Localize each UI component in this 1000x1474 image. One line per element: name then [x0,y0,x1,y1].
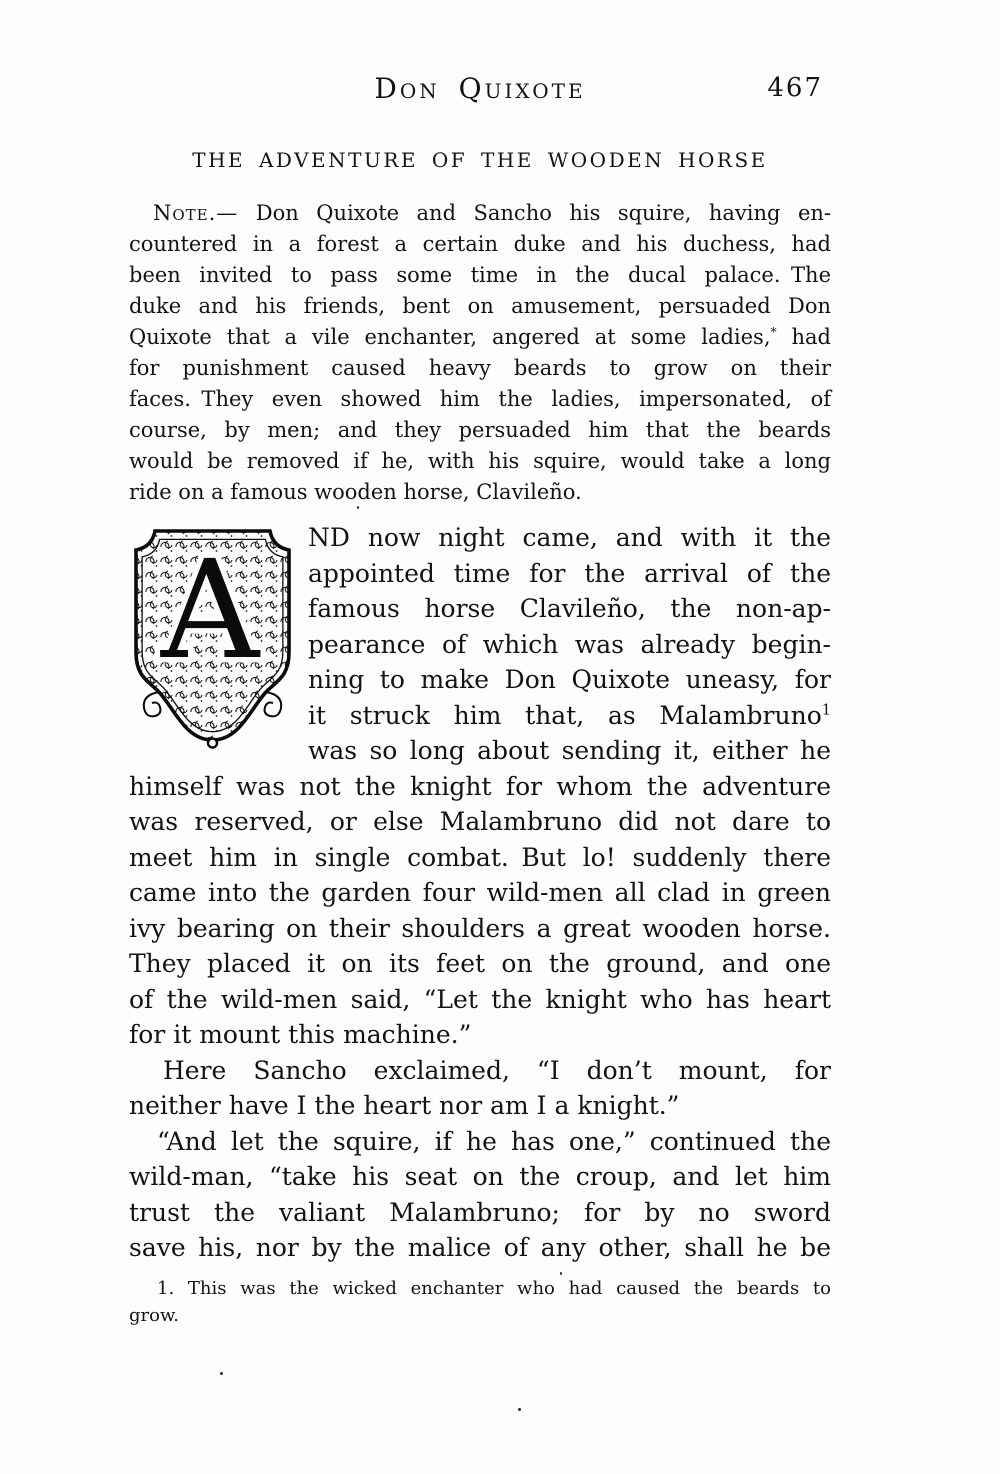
text-line: would be removed if he, with his squire, would take a long [129,449,831,473]
text-line: for punishment caused heavy beards to grow on their [129,356,831,380]
text-line: famous horse Clavileño, the non-ap- [308,594,831,623]
text-line: was so long about sending it, either he [308,736,831,765]
chapter-heading: THE ADVENTURE OF THE WOODEN HORSE [192,148,768,172]
ink-speck [518,1408,521,1411]
text-line: course, by men; and they persuaded him that the beards [129,418,831,442]
text-line: wild-man, “take his seat on the croup, and let him [129,1162,831,1191]
text-segment: Don Quixote and Sancho his squire, having en- [238,201,831,225]
running-title: Don Quixote [374,72,586,105]
text-segment: it struck him that, as Malambruno [308,700,822,730]
text-line: grow. [129,1304,179,1326]
text-line: for it mount this machine.” [129,1020,472,1049]
text-line: ND now night came, and with it the [308,523,831,552]
text-line: countered in a forest a certain duke and his duchess, had [129,232,831,256]
text-line: duke and his friends, bent on amusement, persuaded Don [129,294,831,318]
text-segment: had [776,325,831,349]
text-line: 1. This was the wicked enchanter who had caused the beards to [157,1277,831,1299]
body-paragraph [129,1053,831,1124]
text-line: of the wild-men said, “Let the knight who has heart [129,984,831,1014]
text-line: Here Sancho exclaimed, “I don’t mount, for [163,1055,831,1085]
text-line: himself was not the knight for whom the adventure [129,771,831,801]
page-number: 467 [767,73,823,103]
numeric-footnote-marker: 1 [821,702,831,719]
text-line: came into the garden four wild-men all clad in green [129,878,831,907]
text-line: appointed time for the arrival of the [308,558,831,588]
text-line: pearance of which was already begin- [308,629,831,659]
text-segment: Quixote that a vile enchanter, angered at some ladies, [129,325,771,349]
ink-speck [357,506,359,509]
text-line: neither have I the heart nor am I a knight.” [129,1091,680,1120]
text-line: ning to make Don Quixote uneasy, for [308,665,831,694]
text-line: been invited to pass some time in the ducal palace. The [129,263,831,287]
text-line [129,322,831,353]
text-line: ivy bearing on their shoulders a great wooden horse. [129,913,831,943]
footnote [129,1275,831,1329]
main-text [129,520,831,1329]
text-line: ride on a famous wooden horse, Clavileño. [129,480,582,504]
illuminated-initial-graphic [129,524,296,752]
drop-cap-ornament [129,524,296,752]
body-paragraph [129,520,831,1053]
text-line: trust the valiant Malambruno; for by no sword [129,1197,831,1227]
text-line: was reserved, or else Malambruno did not dare to [129,807,831,836]
page-header [129,72,831,108]
text-line: faces. They even showed him the ladies, impersonated, of [129,387,831,411]
ink-speck [220,1372,223,1375]
note-label: Note.— [153,201,239,225]
text-line: save his, nor by the malice of any other, shall he be [129,1233,831,1262]
text-line [129,198,831,229]
note-paragraph [129,198,831,508]
body-paragraph [129,1124,831,1266]
text-line: meet him in single combat. But lo! suddenly there [129,842,831,872]
text-line: “And let the squire, if he has one,” continued the [157,1126,831,1156]
asterisk-footnote-marker: * [770,325,777,339]
ink-speck [560,1272,562,1275]
text-line: They placed it on its feet on the ground, and one [129,949,831,978]
drop-cap-letter: A [160,532,260,690]
